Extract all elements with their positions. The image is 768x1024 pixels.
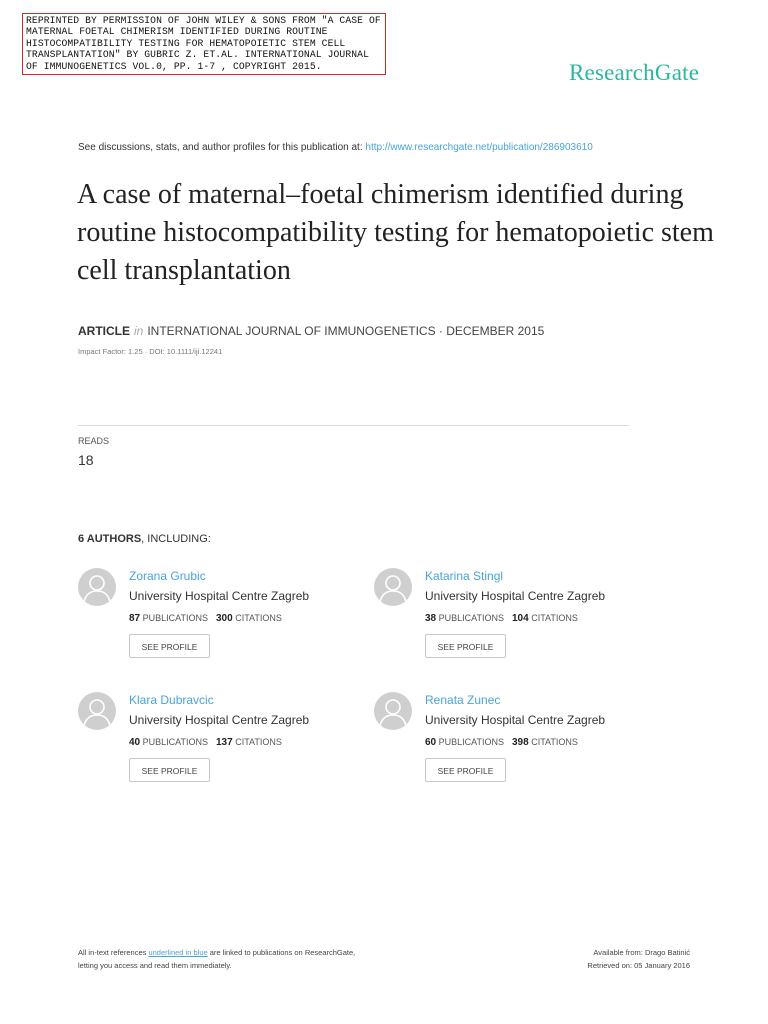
citations-label: CITATIONS [235,613,282,623]
footer-note-suffix: are linked to publications on ResearchGate, [207,948,356,957]
author-stats [129,613,282,624]
see-profile-button[interactable]: SEE PROFILE [425,634,506,658]
available-from: Available from: Drago Batinić [593,948,690,957]
publications-count: 60 [425,737,437,748]
citations-count: 104 [512,613,529,624]
avatar-placeholder-icon[interactable] [374,692,412,730]
citations-label: CITATIONS [235,737,282,747]
footer-availability [587,946,690,972]
author-name-link[interactable]: Klara Dubravcic [129,693,214,707]
impact-doi-line: Impact Factor: 1.25 · DOI: 10.1111/iji.12241 [78,347,223,356]
author-affiliation: University Hospital Centre Zagreb [129,713,310,727]
citations-count: 137 [216,737,233,748]
citations-count: 398 [512,737,529,748]
citations-label: CITATIONS [531,613,578,623]
footer-underlined-link: underlined in blue [148,948,208,957]
author-stats [129,737,282,748]
citations-label: CITATIONS [531,737,578,747]
avatar-placeholder-icon[interactable] [374,568,412,606]
reads-count: 18 [78,452,94,468]
discussion-line [78,142,593,153]
author-affiliation: University Hospital Centre Zagreb [425,713,606,727]
see-profile-button[interactable]: SEE PROFILE [129,758,210,782]
publications-count: 87 [129,613,141,624]
citations-count: 300 [216,613,233,624]
publication-meta [78,324,544,338]
discussion-prefix: See discussions, stats, and author profiles for this publication at: [78,142,366,153]
author-name-link[interactable]: Zorana Grubic [129,569,206,583]
authors-count: 6 AUTHORS [78,533,142,545]
researchgate-logo[interactable]: ResearchGate [569,60,700,85]
publication-url-link[interactable]: http://www.researchgate.net/publication/286903610 [365,142,593,153]
retrieved-on: Retrieved on: 05 January 2016 [587,961,690,970]
publications-label: PUBLICATIONS [142,737,208,747]
author-card [78,692,338,792]
publications-count: 38 [425,613,437,624]
publication-title: A case of maternal–foetal chimerism identified during routine histocompatibility testing for hematopoietic stem cell transplantation [77,179,714,286]
author-card [374,568,634,668]
avatar-placeholder-icon[interactable] [78,692,116,730]
avatar-placeholder-icon[interactable] [78,568,116,606]
see-profile-button[interactable]: SEE PROFILE [425,758,506,782]
reads-label: READS [78,436,110,446]
see-profile-button[interactable]: SEE PROFILE [129,634,210,658]
author-card [374,692,634,792]
authors-heading-suffix: , INCLUDING: [141,533,211,545]
author-name-link[interactable]: Katarina Stingl [425,569,504,583]
section-divider [78,425,629,426]
footer-note-line2: letting you access and read them immediately. [78,961,232,970]
author-stats [425,737,578,748]
publications-count: 40 [129,737,141,748]
publications-label: PUBLICATIONS [142,613,208,623]
footer-note-prefix: All in-text references [78,948,149,957]
permission-notice: REPRINTED BY PERMISSION OF JOHN WILEY & SONS FROM "A CASE OF MATERNAL FOETAL CHIMERISM IDENTIFIED DURING ROUTINE HISTOCOMPATIBILITY TESTING FOR HEMATOPOIETIC STEM CELL TRANSPLANTATION" BY GUBRIC Z. ET.AL. INTERNATIONAL JOURNAL OF IMMUNOGENETICS VOL.0, PP. 1-7 , COPYRIGHT 2015. [22,13,386,75]
author-affiliation: University Hospital Centre Zagreb [425,589,606,603]
author-name-link[interactable]: Renata Zunec [425,693,501,707]
publication-type: ARTICLE [78,324,130,338]
footer-note [78,946,355,972]
in-label: in [134,324,144,338]
author-stats [425,613,578,624]
publications-label: PUBLICATIONS [438,737,504,747]
author-affiliation: University Hospital Centre Zagreb [129,589,310,603]
author-card [78,568,338,668]
journal-venue[interactable]: INTERNATIONAL JOURNAL OF IMMUNOGENETICS · DECEMBER 2015 [147,324,545,338]
authors-heading [78,533,211,545]
publications-label: PUBLICATIONS [438,613,504,623]
